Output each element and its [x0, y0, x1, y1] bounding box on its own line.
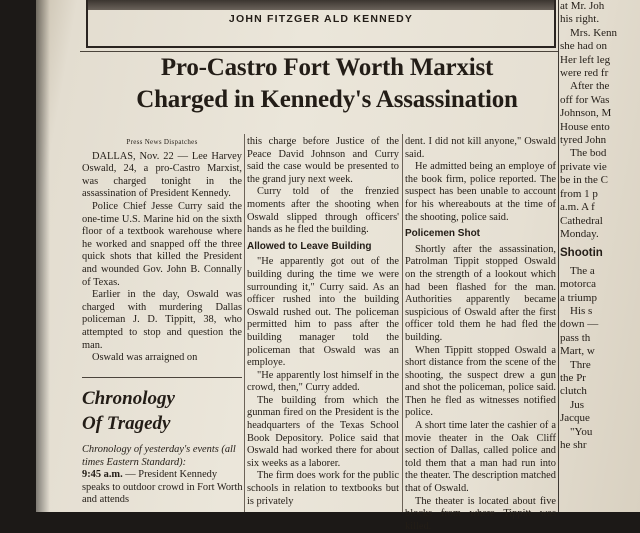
paragraph: dent. I did not kill anyone," Oswald said.: [405, 136, 556, 160]
headline: [92, 52, 562, 116]
text-line: the Pr: [560, 371, 586, 384]
text-line: from 1 p: [560, 187, 598, 200]
subhead-allowed-to-leave: Allowed to Leave Building: [247, 240, 372, 252]
text-line: Johnson, M: [560, 107, 612, 120]
article-column-2: [247, 136, 399, 508]
text-line: Mart, w: [560, 345, 595, 358]
text-line: Mrs. Kenn: [570, 26, 618, 39]
paragraph: A short time later the cashier of a movie theater in the Oak Cliff section of Dallas, called police and told them that a man had run into the theater. The description matched that of Oswald.: [405, 420, 556, 495]
adjacent-article-column: [560, 0, 640, 452]
text-line: off for Was: [560, 93, 610, 106]
text-line: Thre: [570, 358, 591, 371]
article-column-3: [405, 136, 556, 533]
text-line: at Mr. Joh: [560, 0, 605, 12]
chronology-body: [82, 444, 244, 507]
paragraph: Shortly after the assassination, Patrolman Tippit stopped Oswald on the strength of a lookout which had been flashed for the man. Authorities apparently became suspicious of Oswald after the first officer told them he had fled the building.: [405, 243, 556, 343]
article-column-1: [82, 136, 242, 365]
text-line: Her left leg: [560, 53, 611, 66]
text-line: House ento: [560, 120, 610, 133]
text-line: he shr: [560, 439, 587, 451]
text-line: "You: [570, 425, 593, 438]
paragraph: The building from which the gunman fired on the President is the headquarters of the Texas School Book Depository. Police said that Oswald had worked there for about six weeks as a laborer.: [247, 394, 399, 469]
text-line: his right.: [560, 13, 600, 26]
text-line: His s: [570, 304, 593, 317]
headline-line-2: Charged in Kennedy's Assassination: [136, 86, 518, 113]
text-line: be in the C: [560, 174, 608, 187]
paragraph: Police Chief Jesse Curry said the one-time U.S. Marine hid on the sixth floor of a textbook warehouse where he worked and snapped off the three quick shots that killed the President and wounded Gov. John B. Connally of Texas.: [82, 200, 242, 288]
paragraph: Earlier in the day, Oswald was charged with murdering Dallas policeman J. D. Tippitt, 38, who attempted to stop and question the man.: [82, 289, 242, 351]
chronology-title: [82, 386, 242, 436]
text-line: she had on: [560, 40, 608, 53]
page-edge-shadow: [36, 0, 50, 512]
text-line: pass th: [560, 331, 591, 344]
paragraph: Curry told of the frenzied moments after the shooting when Oswald slipped through officers' hands as he fled the building.: [247, 186, 399, 236]
text-line: motorca: [560, 278, 597, 291]
paragraph: The theater is located about five blocks from where Tippitt was killed.: [405, 495, 556, 532]
text-line: After the: [570, 80, 610, 93]
paragraph: this charge before Justice of the Peace David Johnson and Curry said the case would be presented to the grand jury next week.: [247, 136, 399, 185]
text-line: Cathedral: [560, 214, 603, 227]
kennedy-photo: [88, 0, 554, 10]
paragraph: "He apparently lost himself in the crowd, then," Curry added.: [247, 369, 399, 394]
subhead-policemen-shot: Policemen Shot: [405, 228, 481, 240]
photo-caption: JOHN FITZGER ALD KENNEDY: [228, 13, 414, 25]
chronology-intro: Chronology of yesterday's events (all times Eastern Standard):: [82, 444, 236, 468]
text-line: a triump: [560, 291, 597, 304]
text-line: a.m. A f: [560, 201, 595, 214]
chronology-entry-text: — President Kennedy speaks to outdoor crowd in Fort Worth and attends: [82, 469, 243, 506]
headline-line-1: Pro-Castro Fort Worth Marxist: [160, 54, 494, 81]
paragraph: "He apparently got out of the building during the time we were surrounding it," Curry said. As an officer rushed into the building Oswald rushed out. The policeman permitted him to pass after the building manager told the policeman that Oswald was an employe.: [247, 256, 399, 369]
text-line: were red fr: [560, 67, 609, 80]
paragraph: The firm does work for the public schools in relation to textbooks but is privately: [247, 470, 399, 507]
chronology-entry: [82, 469, 244, 507]
text-line: private vie: [560, 160, 607, 173]
column-rule-2: [402, 134, 403, 512]
chronology-title-line-2: Of Tragedy: [82, 413, 171, 434]
adjacent-subhead: Shootin: [560, 247, 603, 260]
text-line: The bod: [570, 147, 607, 160]
text-line: The a: [570, 264, 595, 277]
photo-frame: [86, 0, 556, 48]
chronology-title-line-1: Chronology: [82, 388, 175, 409]
column-rule-1: [244, 134, 245, 512]
adjacent-top-text: [560, 0, 640, 241]
chronology-rule: [82, 377, 242, 378]
text-line: tyred John: [560, 134, 607, 147]
text-line: Jacque: [560, 412, 590, 425]
chronology-time: 9:45 a.m.: [82, 469, 123, 481]
text-line: Monday.: [560, 227, 599, 240]
text-line: clutch: [560, 385, 587, 398]
paragraph: He admitted being an employe of the book firm, police reported. The suspect has been unable to account for his whereabouts at the time of the shooting, police said.: [405, 161, 556, 223]
text-line: Jus: [570, 398, 585, 411]
paragraph: DALLAS, Nov. 22 — Lee Harvey Oswald, 24, a pro-Castro Marxist, was charged tonight in the assassination of President Kennedy.: [82, 150, 242, 200]
dispatch-credit: Press News Dispatches: [126, 138, 198, 146]
text-line: down —: [560, 318, 599, 331]
paragraph: When Tippitt stopped Oswald a short distance from the scene of the shooting, the suspect drew a gun and shot the policeman, police said. Then he fled as witnesses notified police.: [405, 344, 556, 419]
column-rule-3: [558, 0, 559, 512]
adjacent-bottom-text: [560, 265, 640, 453]
paragraph: Oswald was arraigned on: [92, 352, 198, 364]
